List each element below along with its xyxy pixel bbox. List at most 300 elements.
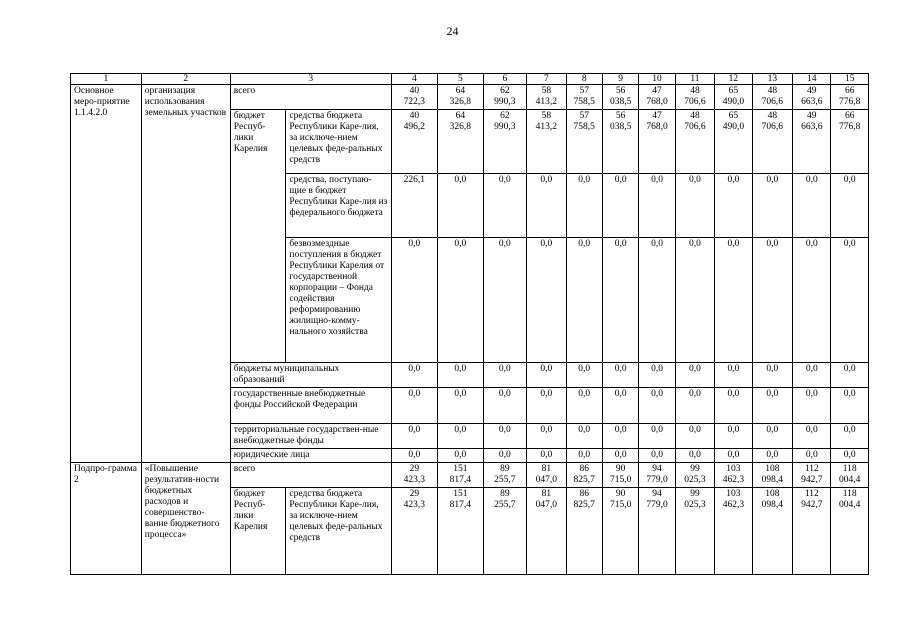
value-part: 776,8	[839, 97, 861, 107]
value-part: 151	[453, 489, 468, 499]
value-part: 768,0	[646, 97, 668, 107]
value-part: 038,5	[609, 122, 632, 132]
column-number: 1	[71, 74, 142, 85]
value-part: 825,7	[573, 500, 595, 510]
value-cell	[831, 363, 869, 388]
value-cell	[639, 463, 675, 488]
value-part: 0,0	[454, 364, 467, 374]
value-cell	[566, 238, 602, 363]
source-label: государственные внебюджетные фонды Российской Федерации	[230, 388, 391, 424]
value-cell	[752, 174, 792, 238]
value-part: 706,6	[684, 122, 706, 132]
value-cell	[438, 463, 484, 488]
value-cell	[566, 463, 602, 488]
value-cell	[602, 238, 638, 363]
value-cell	[715, 174, 752, 238]
value-part: 108	[765, 464, 780, 474]
value-cell	[752, 363, 792, 388]
budget-rk-label: бюджет Респуб-лики Карелия	[230, 110, 286, 363]
value-part: 112	[804, 464, 819, 474]
value-cell	[675, 449, 714, 463]
value-cell	[793, 488, 831, 575]
value-part: 64	[455, 111, 466, 121]
value-part: 48	[767, 111, 778, 121]
program-item-description: организация использования земельных участков	[141, 85, 230, 463]
value-part: 0,0	[578, 364, 591, 374]
value-cell	[566, 174, 602, 238]
value-part: 0,0	[766, 450, 779, 460]
value-part: 0,0	[454, 389, 467, 399]
value-part: 0,0	[651, 425, 663, 435]
value-cell	[831, 463, 869, 488]
value-part: 490,0	[722, 97, 745, 107]
value-cell	[639, 110, 675, 174]
value-cell	[675, 424, 714, 449]
value-part: 40	[409, 111, 420, 121]
value-part: 038,5	[609, 97, 632, 107]
value-part: 0,0	[614, 364, 627, 374]
value-cell	[639, 488, 675, 575]
value-cell	[793, 424, 831, 449]
value-cell	[438, 449, 484, 463]
value-part: 94	[652, 464, 662, 474]
value-part: 706,6	[684, 97, 706, 107]
value-part: 706,6	[761, 97, 784, 107]
value-part: 112	[804, 489, 819, 499]
source-label: всего	[230, 463, 391, 488]
value-part: 255,7	[494, 500, 516, 510]
value-part: 0,0	[651, 389, 663, 399]
value-cell	[566, 363, 602, 388]
value-part: 0,0	[540, 389, 553, 399]
value-part: 151	[453, 464, 468, 474]
value-part: 0,0	[454, 175, 467, 185]
value-part: 0,0	[498, 425, 511, 435]
value-cell	[566, 85, 602, 110]
value-part: 722,3	[403, 97, 426, 107]
value-part: 0,0	[498, 364, 511, 374]
value-cell	[483, 174, 526, 238]
value-part: 0,0	[843, 425, 856, 435]
value-cell	[639, 424, 675, 449]
value-part: 0,0	[408, 389, 421, 399]
value-cell	[438, 488, 484, 575]
value-cell	[752, 449, 792, 463]
value-cell	[483, 388, 526, 424]
value-part: 715,0	[609, 500, 632, 510]
value-cell	[752, 424, 792, 449]
value-part: 0,0	[843, 389, 856, 399]
value-part: 103	[726, 464, 741, 474]
value-cell	[752, 488, 792, 575]
value-cell	[483, 449, 526, 463]
value-cell	[793, 449, 831, 463]
value-part: 29	[409, 464, 420, 474]
value-part: 0,0	[408, 239, 421, 249]
column-number: 3	[230, 74, 391, 85]
program-item-name: Основное меро-приятие 1.1.4.2.0	[71, 85, 142, 463]
value-part: 0,0	[727, 175, 740, 185]
value-cell	[527, 238, 566, 363]
value-cell	[715, 238, 752, 363]
value-part: 0,0	[689, 389, 701, 399]
value-part: 81	[541, 489, 552, 499]
value-part: 0,0	[540, 175, 553, 185]
value-part: 99	[690, 489, 700, 499]
value-part: 0,0	[498, 450, 511, 460]
value-part: 0,0	[614, 239, 627, 249]
value-part: 89	[500, 489, 510, 499]
value-part: 0,0	[498, 389, 511, 399]
value-part: 0,0	[843, 450, 856, 460]
value-cell	[438, 388, 484, 424]
value-part: 57	[579, 86, 589, 96]
value-part: 025,3	[684, 475, 706, 485]
value-cell	[675, 388, 714, 424]
value-cell	[391, 424, 438, 449]
value-part: 817,4	[449, 475, 472, 485]
value-cell	[602, 85, 638, 110]
value-part: 94	[652, 489, 662, 499]
value-cell	[438, 110, 484, 174]
value-cell	[483, 110, 526, 174]
value-cell	[391, 388, 438, 424]
value-part: 0,0	[766, 239, 779, 249]
value-part: 0,0	[540, 450, 553, 460]
value-part: 108	[765, 489, 780, 499]
value-part: 0,0	[727, 450, 740, 460]
value-cell	[715, 110, 752, 174]
value-part: 0,0	[614, 389, 627, 399]
value-part: 0,0	[540, 425, 553, 435]
value-part: 81	[541, 464, 552, 474]
source-label: бюджеты муниципальных образований	[230, 363, 391, 388]
value-cell	[675, 174, 714, 238]
value-cell	[675, 85, 714, 110]
column-number: 13	[752, 74, 792, 85]
value-cell	[831, 388, 869, 424]
value-cell	[715, 85, 752, 110]
value-cell	[752, 110, 792, 174]
value-cell	[752, 85, 792, 110]
column-number: 14	[793, 74, 831, 85]
value-cell	[391, 238, 438, 363]
value-part: 48	[690, 86, 700, 96]
value-part: 047,0	[535, 475, 557, 485]
value-cell	[793, 463, 831, 488]
value-cell	[831, 424, 869, 449]
value-part: 490,0	[722, 122, 745, 132]
value-part: 0,0	[408, 364, 421, 374]
value-cell	[483, 463, 526, 488]
value-part: 226,1	[403, 175, 426, 185]
value-part: 0,0	[651, 450, 663, 460]
source-label: безвозмездные поступления в бюджет Республики Карелия от государственной корпорации – Фонда содействия реформированию жилищно-комму-нального хозяйства	[286, 238, 391, 363]
value-part: 66	[844, 111, 855, 121]
value-cell	[831, 238, 869, 363]
value-part: 56	[615, 111, 626, 121]
value-part: 025,3	[684, 500, 706, 510]
value-cell	[527, 463, 566, 488]
value-part: 942,7	[801, 475, 823, 485]
value-part: 098,4	[761, 475, 784, 485]
source-label: территориальные государствен-ные внебюджетные фонды	[230, 424, 391, 449]
column-number: 2	[141, 74, 230, 85]
value-cell	[527, 388, 566, 424]
column-number-row	[71, 74, 869, 85]
column-number: 7	[527, 74, 566, 85]
source-label: средства бюджета Республики Каре-лия, за исключе-нием целевых феде-ральных средств	[286, 110, 391, 174]
value-cell	[639, 449, 675, 463]
source-label: средства, поступаю-щие в бюджет Республики Каре-лия из федерального бюджета	[286, 174, 391, 238]
value-cell	[566, 449, 602, 463]
value-cell	[831, 174, 869, 238]
column-number: 12	[715, 74, 752, 85]
value-part: 0,0	[805, 364, 818, 374]
value-cell	[602, 424, 638, 449]
value-cell	[675, 488, 714, 575]
value-cell	[831, 85, 869, 110]
value-cell	[391, 85, 438, 110]
value-part: 004,4	[839, 500, 861, 510]
value-part: 0,0	[651, 239, 663, 249]
value-part: 0,0	[454, 425, 467, 435]
value-part: 0,0	[651, 364, 663, 374]
value-cell	[527, 488, 566, 575]
value-part: 942,7	[801, 500, 823, 510]
value-cell	[639, 363, 675, 388]
value-cell	[675, 110, 714, 174]
column-number: 9	[602, 74, 638, 85]
value-part: 0,0	[614, 175, 627, 185]
value-part: 004,4	[839, 475, 861, 485]
value-part: 48	[767, 86, 778, 96]
value-part: 496,2	[403, 122, 426, 132]
value-cell	[831, 488, 869, 575]
value-cell	[793, 85, 831, 110]
value-cell	[752, 463, 792, 488]
value-cell	[715, 488, 752, 575]
value-part: 90	[615, 464, 626, 474]
value-part: 0,0	[843, 239, 856, 249]
value-cell	[483, 238, 526, 363]
value-part: 776,8	[839, 122, 861, 132]
value-part: 89	[500, 464, 510, 474]
value-part: 0,0	[843, 364, 856, 374]
value-part: 57	[579, 111, 589, 121]
value-part: 0,0	[408, 425, 421, 435]
value-cell	[438, 363, 484, 388]
value-cell	[675, 463, 714, 488]
value-part: 0,0	[805, 425, 818, 435]
value-cell	[391, 488, 438, 575]
value-part: 40	[409, 86, 420, 96]
column-number: 4	[391, 74, 438, 85]
value-part: 47	[652, 111, 662, 121]
value-part: 663,6	[801, 97, 823, 107]
value-part: 49	[807, 86, 817, 96]
value-cell	[793, 363, 831, 388]
value-cell	[527, 174, 566, 238]
value-part: 118	[842, 464, 857, 474]
value-cell	[793, 238, 831, 363]
value-cell	[602, 174, 638, 238]
source-label: всего	[230, 85, 391, 110]
value-cell	[831, 110, 869, 174]
value-part: 758,5	[573, 122, 595, 132]
value-part: 0,0	[689, 239, 701, 249]
source-label: юридические лица	[230, 449, 391, 463]
value-part: 0,0	[578, 389, 591, 399]
value-part: 56	[615, 86, 626, 96]
value-cell	[793, 174, 831, 238]
value-cell	[602, 388, 638, 424]
table-row	[71, 85, 869, 110]
value-part: 0,0	[578, 450, 591, 460]
value-cell	[602, 363, 638, 388]
value-cell	[391, 463, 438, 488]
column-number: 10	[639, 74, 675, 85]
value-cell	[438, 174, 484, 238]
value-cell	[527, 85, 566, 110]
value-cell	[566, 110, 602, 174]
column-number: 11	[675, 74, 714, 85]
value-part: 65	[728, 86, 739, 96]
value-part: 118	[842, 489, 857, 499]
value-part: 48	[690, 111, 700, 121]
value-part: 86	[579, 464, 589, 474]
column-number: 15	[831, 74, 869, 85]
value-cell	[715, 424, 752, 449]
program-item-description: «Повышение результатив-ности бюджетных расходов и совершенство-вание бюджетного процесса»	[141, 463, 230, 575]
value-part: 0,0	[727, 389, 740, 399]
value-cell	[831, 449, 869, 463]
value-cell	[438, 238, 484, 363]
value-cell	[391, 110, 438, 174]
value-cell	[483, 424, 526, 449]
value-cell	[527, 449, 566, 463]
value-part: 098,4	[761, 500, 784, 510]
value-part: 66	[844, 86, 855, 96]
column-number: 5	[438, 74, 484, 85]
value-part: 663,6	[801, 122, 823, 132]
value-part: 0,0	[540, 239, 553, 249]
value-part: 779,0	[646, 475, 668, 485]
value-cell	[527, 363, 566, 388]
value-part: 0,0	[578, 425, 591, 435]
value-part: 99	[690, 464, 700, 474]
value-cell	[483, 488, 526, 575]
value-part: 462,3	[722, 475, 745, 485]
value-part: 62	[500, 86, 510, 96]
value-part: 462,3	[722, 500, 745, 510]
value-cell	[639, 238, 675, 363]
value-cell	[715, 388, 752, 424]
value-cell	[675, 363, 714, 388]
value-cell	[438, 424, 484, 449]
value-part: 715,0	[609, 475, 632, 485]
value-cell	[715, 463, 752, 488]
value-cell	[639, 388, 675, 424]
value-part: 0,0	[689, 425, 701, 435]
value-cell	[483, 85, 526, 110]
value-part: 0,0	[727, 364, 740, 374]
value-cell	[639, 85, 675, 110]
value-part: 768,0	[646, 122, 668, 132]
column-number: 6	[483, 74, 526, 85]
value-part: 0,0	[843, 175, 856, 185]
value-part: 65	[728, 111, 739, 121]
page-number: 24	[446, 24, 459, 38]
value-part: 0,0	[540, 364, 553, 374]
value-part: 0,0	[805, 450, 818, 460]
value-cell	[566, 488, 602, 575]
value-part: 413,2	[535, 122, 557, 132]
value-part: 817,4	[449, 500, 472, 510]
value-cell	[715, 363, 752, 388]
value-part: 0,0	[727, 239, 740, 249]
value-part: 0,0	[766, 425, 779, 435]
value-part: 0,0	[454, 239, 467, 249]
value-cell	[602, 110, 638, 174]
value-part: 423,3	[403, 475, 426, 485]
value-part: 0,0	[766, 175, 779, 185]
value-cell	[752, 238, 792, 363]
value-part: 29	[409, 489, 420, 499]
value-part: 990,3	[494, 97, 516, 107]
column-number: 8	[566, 74, 602, 85]
value-part: 0,0	[614, 425, 627, 435]
value-part: 58	[541, 86, 552, 96]
value-part: 047,0	[535, 500, 557, 510]
value-part: 423,3	[403, 500, 426, 510]
value-part: 326,8	[449, 122, 472, 132]
value-part: 0,0	[689, 175, 701, 185]
value-cell	[715, 449, 752, 463]
value-part: 0,0	[689, 364, 701, 374]
value-part: 62	[500, 111, 510, 121]
value-cell	[391, 174, 438, 238]
value-cell	[438, 85, 484, 110]
budget-table	[70, 73, 869, 575]
value-part: 90	[615, 489, 626, 499]
value-part: 0,0	[578, 175, 591, 185]
value-part: 0,0	[408, 450, 421, 460]
value-part: 0,0	[766, 364, 779, 374]
value-cell	[675, 238, 714, 363]
program-item-name: Подпро-грамма 2	[71, 463, 142, 575]
value-part: 64	[455, 86, 466, 96]
value-part: 0,0	[727, 425, 740, 435]
value-cell	[566, 388, 602, 424]
value-cell	[793, 110, 831, 174]
value-cell	[793, 388, 831, 424]
value-part: 0,0	[614, 450, 627, 460]
value-part: 0,0	[805, 175, 818, 185]
table-row	[71, 463, 869, 488]
value-part: 413,2	[535, 97, 557, 107]
value-part: 47	[652, 86, 662, 96]
value-part: 0,0	[498, 175, 511, 185]
value-cell	[483, 363, 526, 388]
value-part: 706,6	[761, 122, 784, 132]
value-part: 0,0	[805, 389, 818, 399]
value-part: 0,0	[689, 450, 701, 460]
value-cell	[639, 174, 675, 238]
value-part: 758,5	[573, 97, 595, 107]
value-part: 0,0	[578, 239, 591, 249]
value-cell	[391, 363, 438, 388]
